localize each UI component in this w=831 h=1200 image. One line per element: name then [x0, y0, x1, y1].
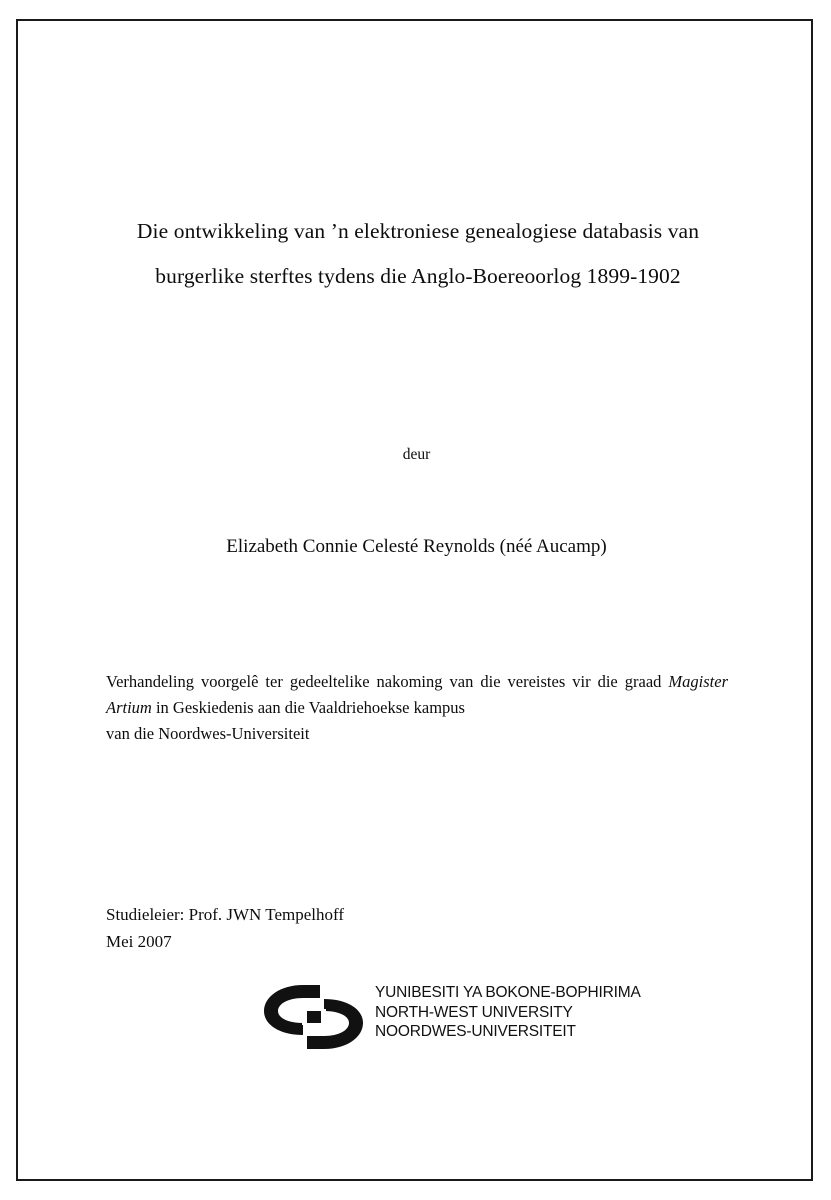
north-west-university-logo-icon	[258, 981, 373, 1053]
degree-statement	[106, 669, 728, 747]
degree-statement-part-3: van die Noordwes-Universiteit	[106, 724, 310, 743]
logo-text-line-2: NORTH-WEST UNIVERSITY	[375, 1003, 573, 1021]
degree-statement-part-2: in Geskiedenis aan die Vaaldriehoekse kampus	[151, 698, 465, 717]
title-line-2: burgerlike sterftes tydens die Anglo-Boereoorlog 1899-1902	[155, 264, 681, 288]
author-name: Elizabeth Connie Celesté Reynolds (néé Aucamp)	[226, 536, 607, 557]
title-line-1: Die ontwikkeling van ’n elektroniese genealogiese databasis van	[136, 219, 700, 243]
document-page-border	[16, 19, 813, 1181]
page-title	[88, 209, 748, 299]
logo-text-line-3: NOORDWES-UNIVERSITEIT	[375, 1023, 576, 1040]
supervisor-line: Studieleier: Prof. JWN Tempelhoff	[106, 905, 345, 924]
title-page	[18, 21, 811, 1179]
date-line: Mei 2007	[106, 932, 172, 951]
university-logo	[253, 979, 653, 1059]
logo-text-line-1: YUNIBESITI YA BOKONE-BOPHIRIMA	[375, 984, 641, 1001]
degree-name: Magister Artium	[106, 672, 728, 717]
supervisor-block	[106, 901, 606, 955]
university-logo-text	[375, 983, 641, 1042]
byline-label: deur	[402, 446, 431, 463]
degree-statement-part-1: Verhandeling voorgelê ter gedeeltelike nakoming van die vereistes vir die graad	[106, 672, 669, 691]
